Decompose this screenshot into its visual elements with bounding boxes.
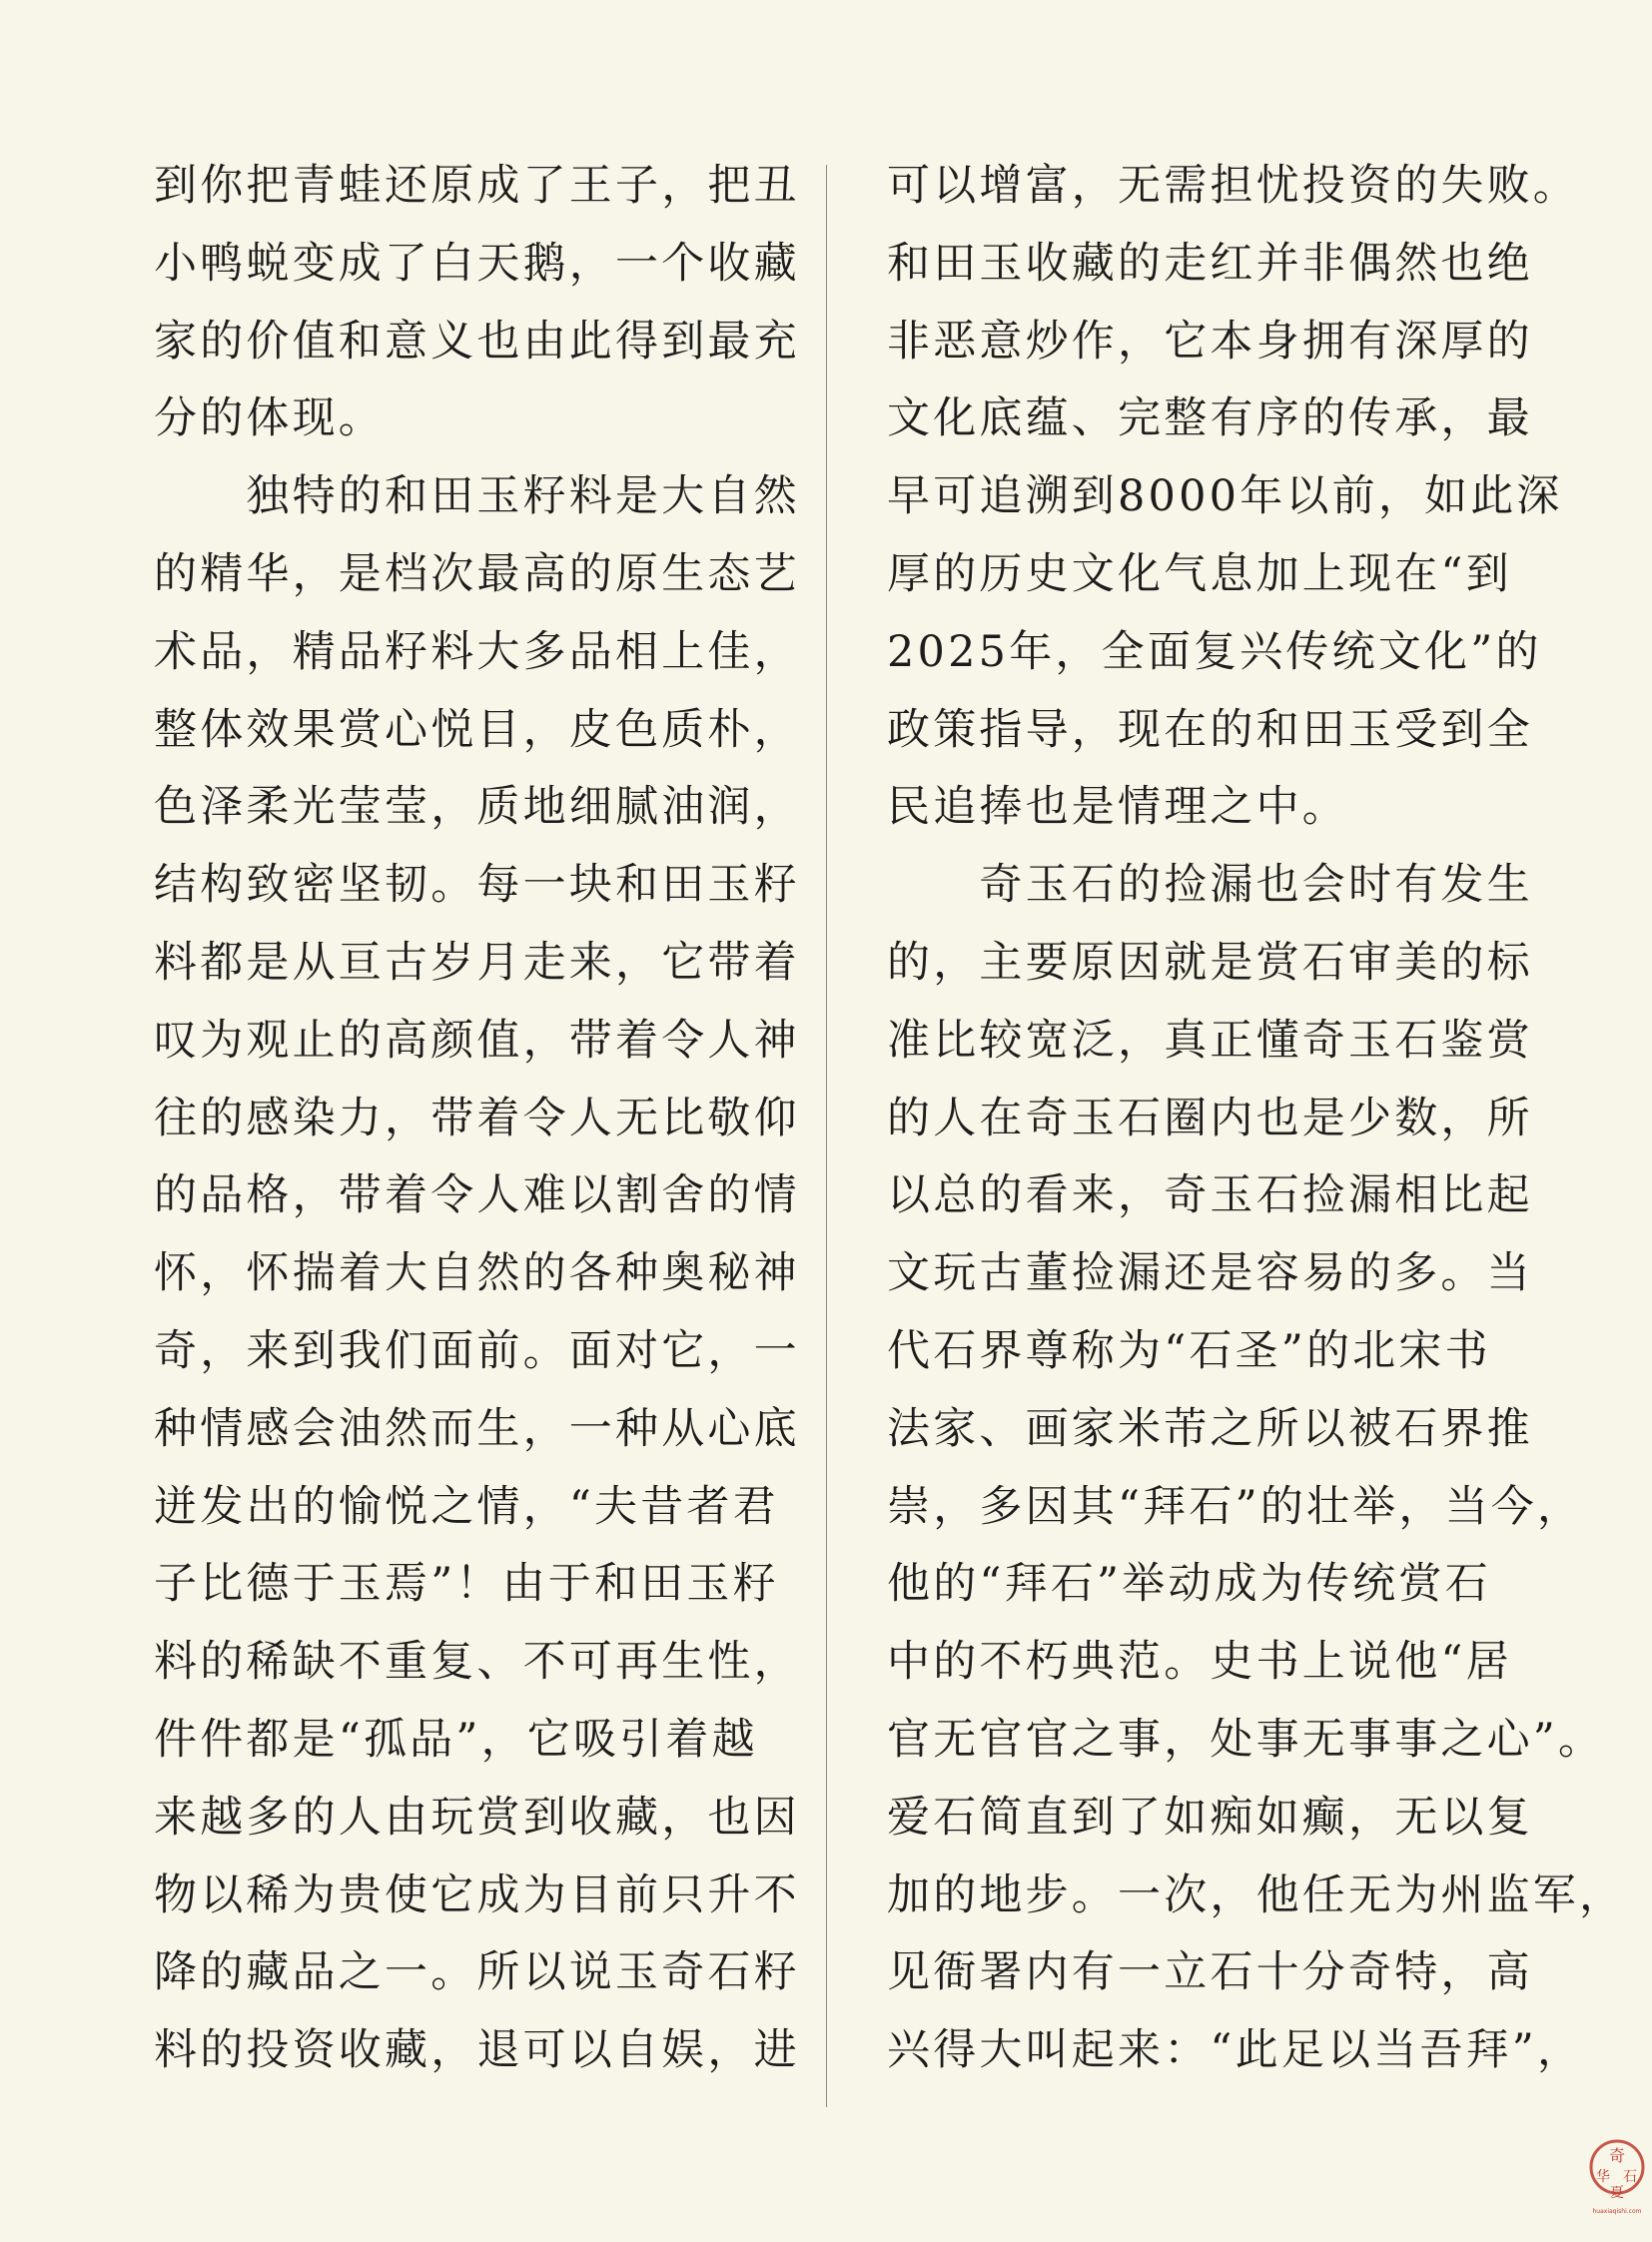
right-column-text-line: 的人在奇玉石圈内也是少数，所 [887,1093,1533,1143]
right-column-text-line: 奇玉石的捡漏也会时有发生 [887,860,1533,911]
svg-text:夏: 夏 [1610,2185,1624,2201]
left-column-text-line: 独特的和田玉籽料是大自然 [154,471,800,522]
left-column-text-line: 料的投资收藏，退可以自娱，进 [154,2025,800,2076]
left-column-text-line: 术品，精品籽料大多品相上佳， [154,626,800,677]
left-column-text-line: 的精华，是档次最高的原生态艺 [154,548,800,599]
right-column-text-line: 文化底蕴、完整有序的传承，最 [887,393,1533,444]
right-column-text-line: 的，主要原因就是赏石审美的标 [887,937,1533,988]
left-column-text-line: 料都是从亘古岁月走来，它带着 [154,937,800,988]
seal-logo-icon [1586,2137,1648,2221]
watermark-logo [1586,2137,1648,2221]
right-column-text-line: 代石界尊称为“石圣”的北宋书 [887,1325,1491,1376]
svg-text:华: 华 [1596,2169,1610,2185]
left-column-text-line: 到你把青蛙还原成了王子，把丑 [154,161,800,211]
right-column-text-line: 可以增富，无需担忧投资的失败。 [887,161,1579,211]
right-column-text-line: 见衙署内有一立石十分奇特，高 [887,1947,1533,1998]
right-column-text-line: 官无官官之事，处事无事事之心”。 [887,1714,1605,1765]
left-column-text-line: 迸发出的愉悦之情，“夫昔者君 [154,1481,779,1532]
left-column-text-line: 色泽柔光莹莹，质地细腻油润， [154,782,800,833]
left-column-text-line: 往的感染力，带着令人无比敬仰 [154,1093,800,1143]
right-column-text-line: 早可追溯到8000年以前，如此深 [887,471,1563,522]
left-column-text-line: 降的藏品之一。所以说玉奇石籽 [154,1947,800,1998]
right-column-text-line: 以总的看来，奇玉石捡漏相比起 [887,1170,1533,1221]
left-column-text-line: 家的价值和意义也由此得到最充 [154,316,800,367]
right-column-text-line: 非恶意炒作，它本身拥有深厚的 [887,316,1533,367]
left-column-text-line: 分的体现。 [154,393,385,444]
right-column-text-line: 准比较宽泛，真正懂奇玉石鉴赏 [887,1015,1533,1066]
left-column-text-line: 子比德于玉焉”！由于和田玉籽 [154,1559,779,1610]
left-column-text-line: 奇，来到我们面前。面对它，一 [154,1325,800,1376]
right-column-text-line: 和田玉收藏的走红并非偶然也绝 [887,238,1533,289]
right-column-text-line: 2025年，全面复兴传统文化”的 [887,626,1542,677]
right-column-text-line: 法家、画家米芾之所以被石界推 [887,1403,1533,1454]
left-column-text-line: 叹为观止的高颜值，带着令人神 [154,1015,800,1066]
right-column-text-line: 文玩古董捡漏还是容易的多。当 [887,1248,1533,1299]
right-column-text-line: 加的地步。一次，他任无为州监军， [887,1869,1626,1920]
left-column-text-line: 小鸭蜕变成了白天鹅，一个收藏 [154,238,800,289]
right-text-column [887,148,1626,2090]
left-text-column [154,148,800,2090]
svg-text:石: 石 [1623,2169,1637,2185]
right-column-text-line: 政策指导，现在的和田玉受到全 [887,704,1533,755]
left-column-text-line: 怀，怀揣着大自然的各种奥秘神 [154,1248,800,1299]
right-column-text-line: 他的“拜石”举动成为传统赏石 [887,1559,1491,1610]
svg-text:奇: 奇 [1608,2146,1626,2165]
left-column-text-line: 种情感会油然而生，一种从心底 [154,1403,800,1454]
left-column-text-line: 来越多的人由玩赏到收藏，也因 [154,1792,800,1843]
left-column-text-line: 料的稀缺不重复、不可再生性， [154,1637,800,1688]
column-divider [826,165,827,2107]
right-column-text-line: 兴得大叫起来：“此足以当吾拜”， [887,2025,1584,2076]
left-column-text-line: 整体效果赏心悦目，皮色质朴， [154,704,800,755]
left-column-text-line: 的品格，带着令人难以割舍的情 [154,1170,800,1221]
right-column-text-line: 民追捧也是情理之中。 [887,782,1348,833]
right-column-text-line: 厚的历史文化气息加上现在“到 [887,548,1512,599]
right-column-text-line: 中的不朽典范。史书上说他“居 [887,1637,1512,1688]
left-column-text-line: 件件都是“孤品”，它吸引着越 [154,1714,758,1765]
left-column-text-line: 物以稀为贵使它成为目前只升不 [154,1869,800,1920]
svg-text:huaxiaqishi.com: huaxiaqishi.com [1592,2208,1642,2215]
right-column-text-line: 崇，多因其“拜石”的壮举，当今， [887,1481,1584,1532]
left-column-text-line: 结构致密坚韧。每一块和田玉籽 [154,860,800,911]
right-column-text-line: 爱石简直到了如痴如癫，无以复 [887,1792,1533,1843]
